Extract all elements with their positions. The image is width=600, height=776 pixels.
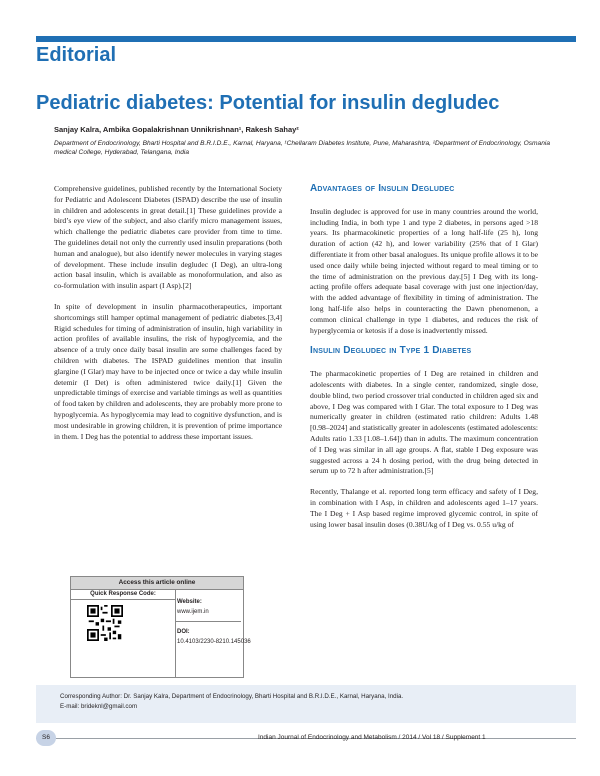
qr-code-icon[interactable]	[87, 605, 123, 641]
access-heading: Access this article online	[71, 577, 243, 590]
author-list: Sanjay Kalra, Ambika Gopalakrishnan Unnikrishnan¹, Rakesh Sahay²	[54, 125, 299, 134]
qr-label: Quick Response Code:	[71, 589, 176, 600]
website-link[interactable]: www.ijem.in	[177, 609, 209, 615]
corresponding-email[interactable]: E-mail: brideknl@gmail.com	[60, 703, 138, 710]
section-label: Editorial	[36, 44, 117, 66]
heading-advantages: Advantages of Insulin Degludec	[310, 183, 455, 194]
access-article-box	[70, 576, 251, 678]
article-links-cell	[177, 589, 251, 677]
affiliations: Department of Endocrinology, Bharti Hospital and B.R.I.D.E., Karnal, Haryana, ¹Chellaram Diabetes Institute, Pune, Maharashtra, ²Department of Endocrinology, Osmania medical College, Hyderabad, Telangana, India	[54, 140, 550, 156]
left-paragraph-2: In spite of development in insulin pharmacotherapeutics, important shortcomings still hamper optimal management of pediatric diabetes.[3,4] Rigid schedules for timing of administration of insulin, high variability in action profiles of available insulins, the risk of hypoglycemia, and the absence of a truly once daily basal insulin are some challenges faced by children with diabetes. The ISPAD guidelines mention that insulin glargine (I Glar) may have to be injected once or twice a day while insulin detemir (I Det) is often administered twice daily.[1] Given the unpredictable timings of exercise and variable timings as well as quantities of food taken by children and adolescents, they are probably more prone to hypoglycemia. As hypoglycemia may lead to cognitive dysfunction, and is most undesirable in growing children, it is prevention of prime importance in them. I Deg has the potential to address these important issues.	[54, 301, 282, 441]
right-paragraph-2: The pharmacokinetic properties of I Deg are retained in children and adolescents with diabetes. In a single center, randomized, single dose, double blind, two period crossover trial conducted in children aged six and above, I Deg was compared with I Glar. The total exposure to I Deg was numerically greater in children (estimated ratio children: Adults 1.48 [0.98–2024] and statistically greater in adolescents (estimated adolescents: Adults ratio 1.33 [1.08–1.64]) than in adults. The maximum concentration of I Deg was similar in all age groups. A flat, stable I Deg exposure was suggested across a 24 h dosing period, with the drug being detected in serum up to 72 h after administration.[5]	[310, 369, 538, 476]
correspondence-box	[36, 685, 576, 723]
qr-cell	[71, 599, 176, 677]
corresponding-author: Corresponding Author: Dr. Sanjay Kalra, Department of Endocrinology, Bharti Hospital and B.R.I.D.E., Karnal, Haryana, India.	[60, 693, 404, 700]
right-column	[310, 184, 538, 540]
right-paragraph-3: Recently, Thalange et al. reported long term efficacy and safety of I Deg, in combination with I Asp, in children and adolescents aged 1–17 years. The I Deg + I Asp based regime improved glycemic control, in spite of using lower basal insulin doses (0.38U/kg of I Deg vs. 0.55 u/kg of	[310, 487, 538, 529]
doi-label: DOI:	[177, 629, 190, 635]
cell-divider	[175, 621, 241, 622]
correspondence-text	[60, 692, 403, 712]
page-number: S6	[36, 730, 56, 746]
doi-value[interactable]: 10.4103/2230-8210.145036	[177, 639, 251, 645]
right-paragraph-1: Insulin degludec is approved for use in many countries around the world, including India, in both type 1 and type 2 diabetes, in persons aged >18 years. Its pharmacokinetic properties of a long half-life (25 h), long duration of action (42 h), and lower variability (25% that of I Glar) differentiate it from other basal analogues. Its unique profile allows it to be used once daily while being injected without regard to meal timing or to the time of administration on the previous day.[5] I Deg with its long-acting profile offers adequate basal coverage with just one injection/day, with the added advantage of flexibility in timing of administration. The long half-life also helps in counteracting the Dawn phenomenon, a common clinical challenge in type 1 diabetes, and reduces the risk of hyperglycemia or ketosis if a dose is inadvertently missed.	[310, 206, 538, 335]
left-column	[54, 184, 282, 452]
website-label: Website:	[177, 599, 202, 605]
header-rule	[36, 36, 576, 42]
journal-citation: Indian Journal of Endocrinology and Metabolism / 2014 / Vol 18 / Supplement 1	[258, 734, 486, 741]
heading-type1: Insulin Degludec in Type 1 Diabetes	[310, 345, 472, 357]
article-title: Pediatric diabetes: Potential for insulin degludec	[36, 92, 500, 114]
left-paragraph-1: Comprehensive guidelines, published recently by the International Society for Pediatric and Adolescent Diabetes (ISPAD) describe the use of insulin in children and adolescents in great detail.[1] These guidelines provide a bird’s eye view of the subject, and also clarify micro management issues, which challenge the pediatric diabetes care provider from time to time. The guidelines detail not only the currently used insulin preparations (both human and analogue), but also identify newer molecules in varying stages of development. These include insulin degludec (I Deg), an ultra-long action basal insulin, which is available as monoformulation, and also as co-formulation with insulin aspart (I Asp).[2]	[54, 184, 282, 291]
